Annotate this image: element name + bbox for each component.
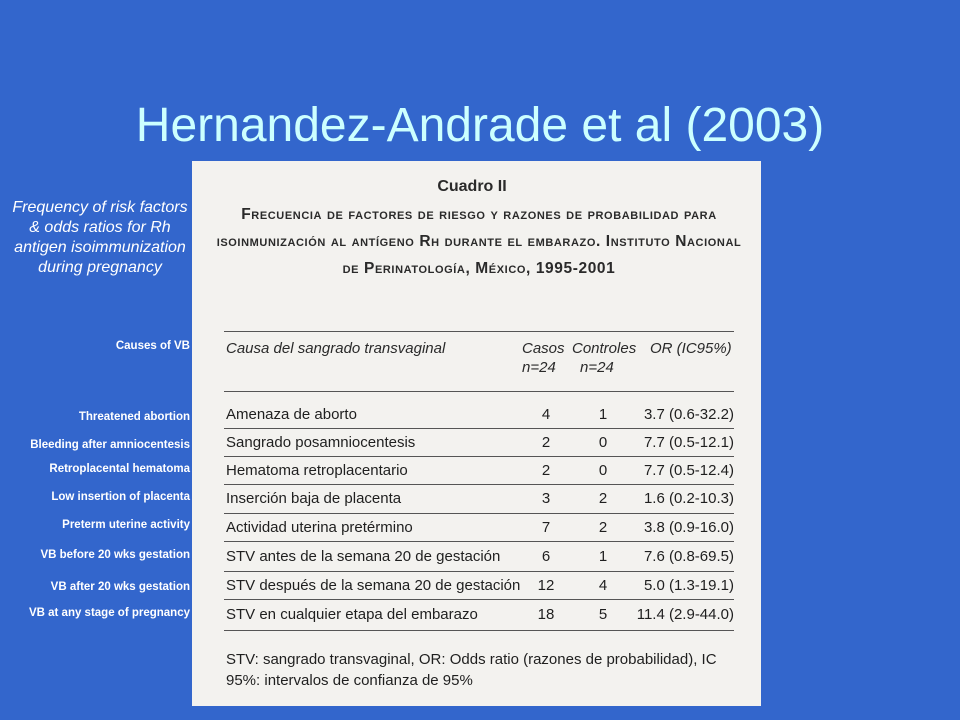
column-header-casos-n: n=24 <box>522 359 556 376</box>
cell-controles: 1 <box>598 406 608 423</box>
row-divider <box>224 541 734 542</box>
column-header-controles-label: Controles <box>572 340 637 357</box>
cell-casos: 7 <box>541 519 551 536</box>
table-row <box>226 488 736 510</box>
cell-casos: 18 <box>537 606 555 623</box>
cell-controles: 0 <box>598 434 608 451</box>
cell-cause: Inserción baja de placenta <box>226 490 402 507</box>
table-row <box>226 460 736 482</box>
row-label: VB before 20 wks gestation <box>40 549 190 561</box>
table-row <box>226 546 736 568</box>
table-bottom-rule <box>224 630 734 631</box>
row-label: Low insertion of placenta <box>51 491 190 503</box>
column-header-cause: Causa del sangrado transvaginal <box>226 340 446 357</box>
row-label: Retroplacental hematoma <box>49 463 190 475</box>
cell-cause: Hematoma retroplacentario <box>226 462 408 479</box>
table-footnote: STV: sangrado transvaginal, OR: Odds ratio (razones de probabilidad), IC 95%: intervalos de confianza de 95% <box>226 651 717 689</box>
row-divider <box>224 599 734 600</box>
cell-casos: 2 <box>541 462 551 479</box>
cell-or: 3.7 (0.6-32.2) <box>643 406 734 423</box>
cell-casos: 12 <box>537 577 555 594</box>
cell-controles: 5 <box>598 606 608 623</box>
row-label: Preterm uterine activity <box>62 519 190 531</box>
slide-caption: Frequency of risk factors & odds ratios for Rh antigen isoimmunization during pregnancy <box>12 199 188 276</box>
cell-or: 1.6 (0.2-10.3) <box>643 490 734 507</box>
slide-title: Hernandez-Andrade et al (2003) <box>135 99 825 152</box>
cell-controles: 2 <box>598 519 608 536</box>
row-label: Bleeding after amniocentesis <box>30 439 190 451</box>
column-header-or: OR (IC95%) <box>650 340 732 357</box>
cell-casos: 3 <box>541 490 551 507</box>
cell-or: 11.4 (2.9-44.0) <box>636 606 734 623</box>
table-image <box>192 161 761 706</box>
column-header-controles-n: n=24 <box>580 359 614 376</box>
table-title: Frecuencia de factores de riesgo y razones de probabilidad para isoinmunización al antígeno Rh durante el embarazo. Instituto Nacional de Perinatología, México, 1995-2001 <box>216 206 742 277</box>
cell-or: 7.7 (0.5-12.4) <box>643 462 734 479</box>
row-divider <box>224 513 734 514</box>
table-header-rule <box>224 391 734 392</box>
cell-or: 5.0 (1.3-19.1) <box>643 577 734 594</box>
cell-casos: 4 <box>541 406 551 423</box>
row-divider <box>224 428 734 429</box>
table-row <box>226 517 736 539</box>
column-header-casos-label: Casos <box>522 340 565 357</box>
cell-casos: 2 <box>541 434 551 451</box>
table-row <box>226 604 736 626</box>
row-divider <box>224 484 734 485</box>
table-row <box>226 432 736 454</box>
cell-controles: 0 <box>598 462 608 479</box>
row-label-header: Causes of VB <box>115 340 190 352</box>
cell-cause: Amenaza de aborto <box>226 406 357 423</box>
table-row <box>226 404 736 426</box>
cell-or: 3.8 (0.9-16.0) <box>643 519 734 536</box>
cell-controles: 4 <box>598 577 608 594</box>
row-divider <box>224 571 734 572</box>
cell-cause: Actividad uterina pretérmino <box>226 519 413 536</box>
cell-or: 7.6 (0.8-69.5) <box>643 548 734 565</box>
table-row <box>226 575 736 597</box>
table-number: Cuadro II <box>437 178 507 195</box>
row-label: VB after 20 wks gestation <box>50 581 190 593</box>
cell-or: 7.7 (0.5-12.1) <box>643 434 734 451</box>
cell-controles: 1 <box>598 548 608 565</box>
table-top-rule <box>224 331 734 332</box>
column-header-controles <box>572 339 636 377</box>
row-label: VB at any stage of pregnancy <box>28 607 190 619</box>
row-divider <box>224 456 734 457</box>
cell-controles: 2 <box>598 490 608 507</box>
row-label: Threatened abortion <box>78 411 190 423</box>
column-header-casos <box>522 339 565 377</box>
cell-cause: STV antes de la semana 20 de gestación <box>226 548 501 565</box>
cell-cause: STV después de la semana 20 de gestación <box>226 577 521 594</box>
cell-cause: Sangrado posamniocentesis <box>226 434 416 451</box>
cell-casos: 6 <box>541 548 551 565</box>
cell-cause: STV en cualquier etapa del embarazo <box>226 606 478 623</box>
